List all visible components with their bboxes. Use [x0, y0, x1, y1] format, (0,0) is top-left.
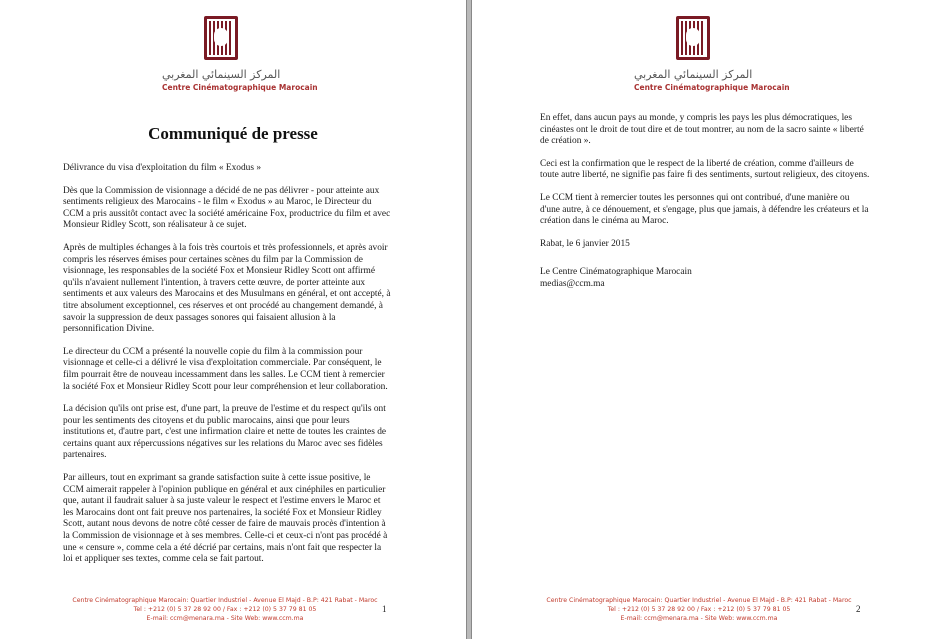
- ccm-logo: [676, 16, 710, 60]
- date-line: Rabat, le 6 janvier 2015: [540, 238, 630, 249]
- paragraph: Délivrance du visa d'exploitation du film « Exodus »: [63, 163, 262, 173]
- header-arabic-name: المركز السينمائي المغربي: [162, 68, 281, 81]
- header-french-name: Centre Cinématographique Marocain: [162, 83, 318, 92]
- document-body: [63, 163, 393, 577]
- paragraph: La décision qu'ils ont prise est, d'une part, la preuve de l'estime et du respect qu'ils ont pour les sentiments des citoyens et du public marocains, ainsi que pour leurs institutions et, d'autre part, c'est une infirmation claire et nette de toutes les craintes de certains quant aux répercussions négatives sur les relations du Maroc avec ses fidèles partenaires.: [63, 404, 387, 461]
- page-footer: [55, 596, 395, 623]
- paragraph: Après de multiples échanges à la fois très courtois et très professionnels, et après avoir compris les réserves émises pour certaines scènes du film par la Commission de visionnage, les responsables de la société Fox et Monsieur Ridley Scott ont affirmé qu'ils n'avaient nullement l'intention, à travers cette œuvre, de porter atteinte aux sentiments et aux valeurs des Marocains et des Musulmans en général, et ont accepté, à titre absolument exceptionnel, ces réserves et ont procédé au changement demandé, à savoir la suppression de deux passages sonores qui faisaient allusion à la personnification Divine.: [63, 242, 391, 335]
- paragraph: Ceci est la confirmation que le respect de la liberté de création, comme d'ailleurs de toute autre liberté, ne signifie pas faire fi des sentiments, surtout religieux, des citoyens.: [540, 158, 870, 181]
- paragraph: Par ailleurs, tout en exprimant sa grande satisfaction suite à cette issue positive, le CCM aimerait rappeler à l'opinion publique en général et aux cinéphiles en particulier que, autant il faudrait saluer à sa juste valeur le respect et l'estime envers le Maroc et les Marocains dont ont fait preuve nos partenaires, la société Fox et Monsieur Ridley Scott, autant nous devons de notre côté cesser de faire de mauvais procès d'intention à la Commission de visionnage et à ses membres. Celle-ci et ceux-ci n'ont pas procédé à une « censure », comme cela a été décrié par certains, mais n'ont fait que respecter la loi et appliquer ses textes, comme cela se fait partout.: [63, 473, 388, 565]
- footer-email: E-mail: ccm@menara.ma - Site Web: www.ccm.ma: [620, 615, 778, 622]
- signature-name: Le Centre Cinématographique Marocain: [540, 267, 692, 278]
- header-french-name: Centre Cinématographique Marocain: [634, 83, 790, 92]
- ccm-logo: [204, 16, 238, 60]
- paragraph: En effet, dans aucun pays au monde, y compris les pays les plus démocratiques, les cinéastes ont le droit de tout dire et de tout montrer, au nom de la sacro sainte « liberté de création ».: [540, 113, 864, 147]
- signature-email: medias@ccm.ma: [540, 278, 605, 289]
- paragraph: Le CCM tient à remercier toutes les personnes qui ont contribué, d'une manière ou d'une autre, à ce dénouement, et s'engage, plus que jamais, à défendre les créateurs et la création dans le cinéma au Maroc.: [540, 192, 869, 227]
- page-footer: [529, 596, 869, 623]
- footer-phone: Tel : +212 (0) 5 37 28 92 00 / Fax : +212 (0) 5 37 79 81 05: [133, 606, 317, 613]
- footer-email: E-mail: ccm@menara.ma - Site Web: www.ccm.ma: [146, 615, 304, 622]
- page-number: 1: [382, 604, 387, 614]
- document-body: [540, 113, 870, 291]
- document-page-1: [0, 0, 467, 639]
- page-title: Communiqué de presse: [148, 124, 318, 143]
- document-page-2: [471, 0, 938, 639]
- footer-address: Centre Cinématographique Marocain: Quartier Industriel - Avenue El Majd - B.P: 421 Rabat - Maroc: [546, 597, 852, 604]
- paragraph: Dès que la Commission de visionnage a décidé de ne pas délivrer - pour atteinte aux sentiments religieux des Marocains - le film « Exodus » au Maroc, le Directeur du CCM a pris aussitôt contact avec la société américaine Fox, productrice du film et avec Monsieur Ridley Scott, son réalisateur à ce sujet.: [63, 185, 391, 231]
- header-arabic-name: المركز السينمائي المغربي: [634, 68, 753, 81]
- footer-address: Centre Cinématographique Marocain: Quartier Industriel - Avenue El Majd - B.P: 421 Rabat - Maroc: [72, 597, 378, 604]
- footer-phone: Tel : +212 (0) 5 37 28 92 00 / Fax : +212 (0) 5 37 79 81 05: [607, 606, 791, 613]
- page-number: 2: [856, 604, 861, 614]
- paragraph: Le directeur du CCM a présenté la nouvelle copie du film à la commission pour visionnage et celle-ci a délivré le visa d'exploitation commerciale. Par conséquent, le film pourrait être de nouveau incessamment dans les salles. Le CCM tient à remercier la société Fox et Monsieur Ridley Scott pour leur compréhension et leur collaboration.: [63, 346, 388, 392]
